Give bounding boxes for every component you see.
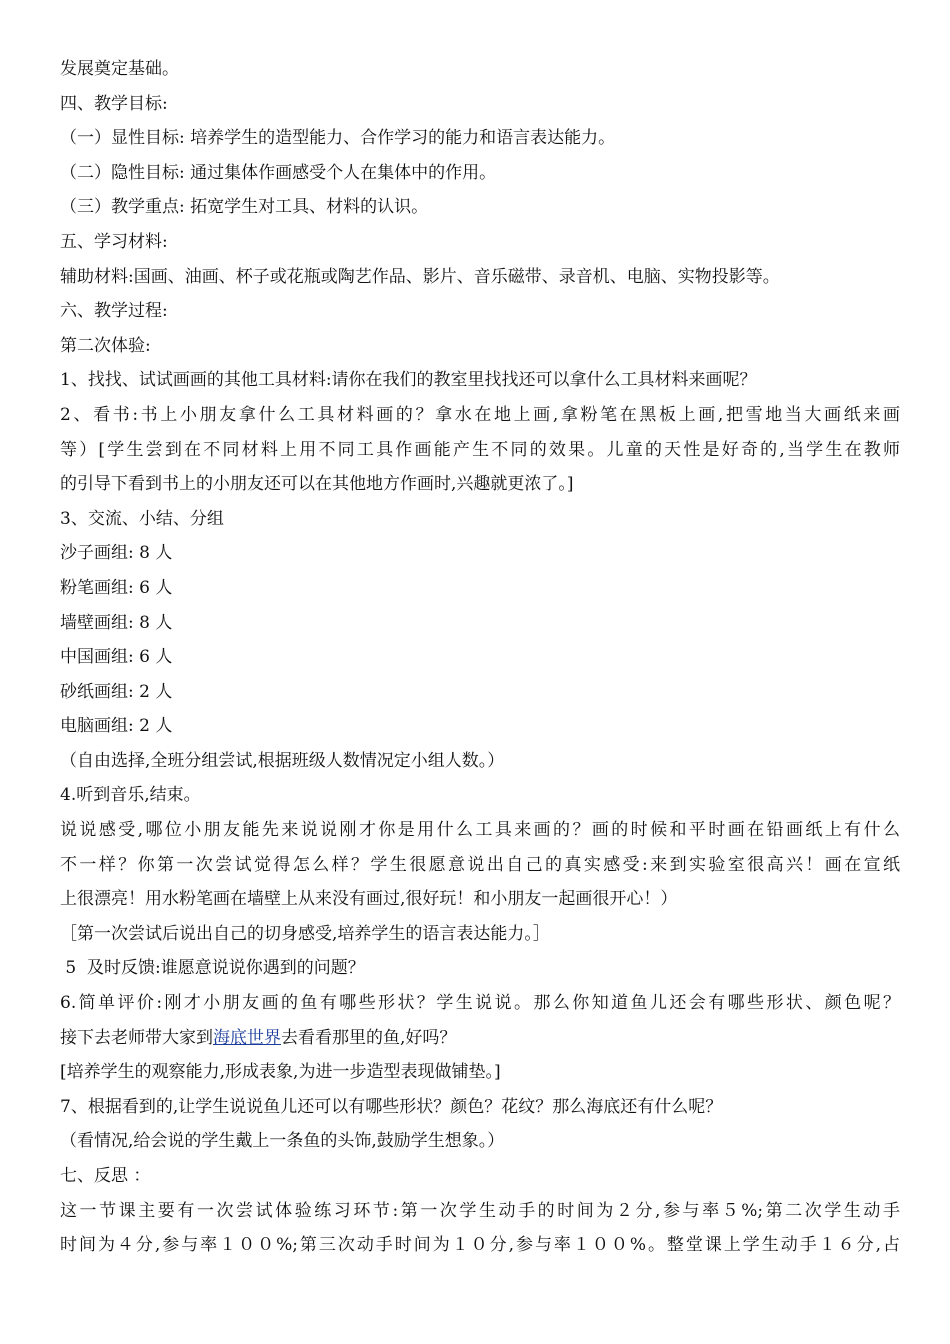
text-line: 上很漂亮！用水粉笔画在墙壁上从来没有画过,很好玩！和小朋友一起画很开心！）	[60, 889, 678, 910]
section-heading: 七、反思 ：	[60, 1166, 151, 1186]
document-page	[60, 52, 900, 1263]
text-line-with-link	[60, 1021, 900, 1056]
text-line: 说说感受,哪位小朋友能先来说说刚才你是用什么工具来画的？画的时候和平时画在铅画纸上有什么	[60, 820, 900, 841]
ocean-world-link[interactable]: 海底世界	[213, 1027, 281, 1048]
text-line: 辅助材料:国画、油画、杯子或花瓶或陶艺作品、影片、音乐磁带、录音机、电脑、实物投影等。	[60, 266, 780, 287]
text-line: 第二次体验:	[60, 335, 151, 356]
text-line: 1、找找、试试画画的其他工具材料:请你在我们的教室里找找还可以拿什么工具材料来画呢？	[60, 370, 757, 391]
text-line: 发展奠定基础。	[60, 59, 179, 79]
text-line: （看情况,给会说的学生戴上一条鱼的头饰,鼓励学生想象。）	[60, 1131, 505, 1152]
text-line: 2、看书:书上小朋友拿什么工具材料画的？拿水在地上画,拿粉笔在黑板上画,把雪地当大画纸来画	[60, 404, 900, 425]
text-line: 不一样？你第一次尝试觉得怎么样？学生很愿意说出自己的真实感受:来到实验室很高兴！画在宣纸	[60, 854, 900, 875]
text-line: 等）[学生尝到在不同材料上用不同工具作画能产生不同的效果。儿童的天性是好奇的,当学生在教师	[60, 439, 900, 460]
text-line: （三）教学重点: 拓宽学生对工具、材料的认识。	[60, 197, 429, 218]
text-line: 5 及时反馈:谁愿意说说你遇到的问题？	[60, 958, 365, 979]
text-line: （一）显性目标: 培养学生的造型能力、合作学习的能力和语言表达能力。	[60, 128, 616, 149]
link-prefix: 接下去老师带大家到	[60, 1027, 213, 1048]
group-item: 沙子画组: 8 人	[60, 543, 173, 564]
text-line: （二）隐性目标: 通过集体作画感受个人在集体中的作用。	[60, 162, 497, 183]
text-line: 7、根据看到的,让学生说说鱼儿还可以有哪些形状？颜色？花纹？那么海底还有什么呢？	[60, 1096, 723, 1117]
text-line: 这一节课主要有一次尝试体验练习环节:第一次学生动手的时间为２分,参与率５%;第二次学生动手	[60, 1200, 900, 1221]
text-line: 3、交流、小结、分组	[60, 508, 224, 529]
group-item: 墙壁画组: 8 人	[60, 612, 173, 633]
text-line: （自由选择,全班分组尝试,根据班级人数情况定小组人数。）	[60, 750, 505, 771]
text-line: 的引导下看到书上的小朋友还可以在其他地方作画时,兴趣就更浓了。]	[60, 474, 574, 495]
section-heading: 五、学习材料:	[60, 231, 168, 252]
text-line: ［第一次尝试后说出自己的切身感受,培养学生的语言表达能力。］	[60, 923, 550, 944]
section-heading: 四、教学目标:	[60, 93, 168, 114]
group-item: 砂纸画组: 2 人	[60, 681, 173, 702]
group-item: 中国画组: 6 人	[60, 647, 173, 668]
text-line: 4.听到音乐,结束。	[60, 785, 201, 806]
text-line: 时间为４分,参与率１００%;第三次动手时间为１０分,参与率１００%。整堂课上学生动手１６分,占	[60, 1235, 900, 1256]
group-item: 粉笔画组: 6 人	[60, 577, 173, 598]
link-suffix: 去看看那里的鱼,好吗？	[281, 1027, 457, 1048]
section-heading: 六、教学过程:	[60, 301, 168, 322]
text-line: [培养学生的观察能力,形成表象,为进一步造型表现做铺垫。]	[60, 1062, 501, 1083]
group-item: 电脑画组: 2 人	[60, 716, 173, 737]
text-line: 6.简单评价:刚才小朋友画的鱼有哪些形状？学生说说。那么你知道鱼儿还会有哪些形状、颜色呢？	[60, 993, 900, 1014]
